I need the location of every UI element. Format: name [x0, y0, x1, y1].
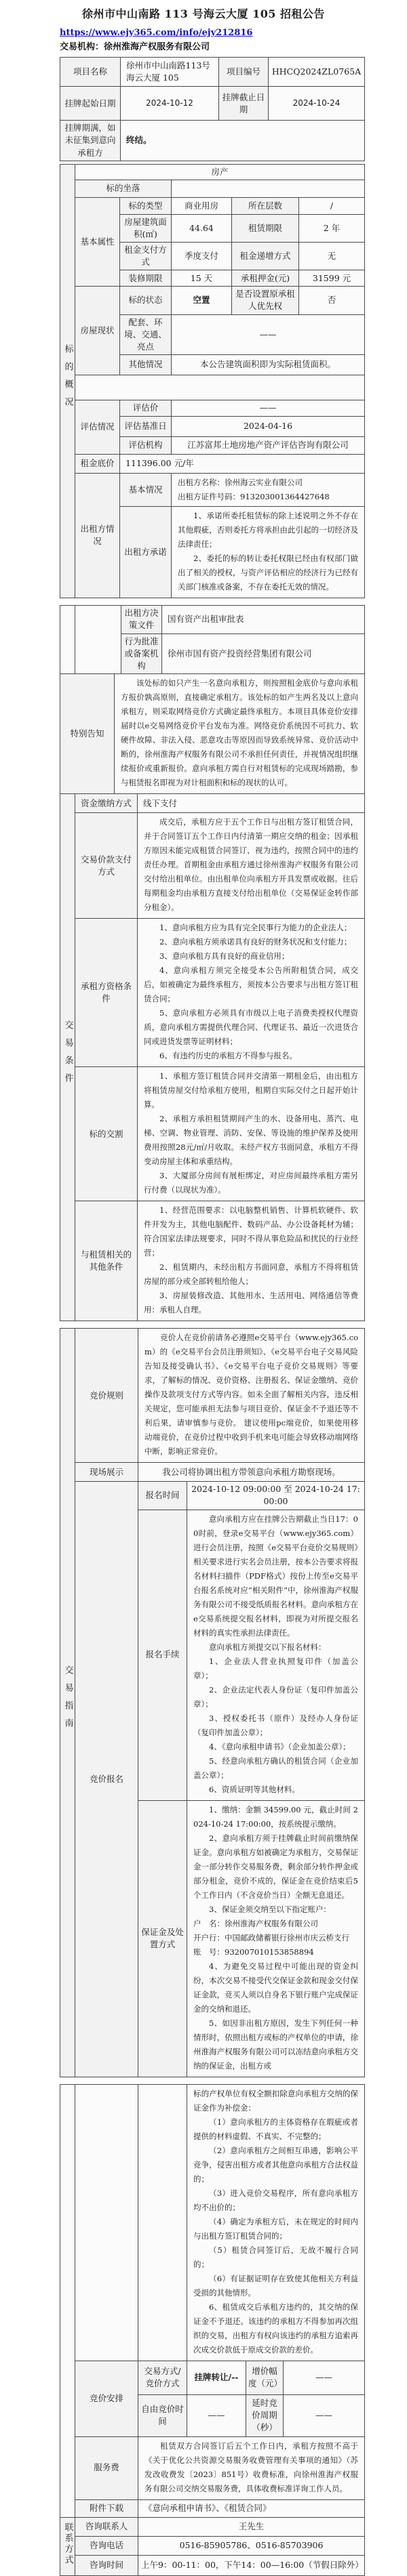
special-notice-value	[115, 674, 365, 794]
paragraph: 5、经意向承租方确认的租赁合同（企业加盖公章）；	[193, 1756, 358, 1780]
state-value: 空置	[172, 287, 232, 314]
eval-date-label: 评估基准日	[120, 416, 172, 436]
service-fee-label: 服务费	[75, 2436, 138, 2499]
approve-org-value: 徐州市国有资产投资经营集团有限公司	[162, 633, 365, 673]
spacer-cell	[75, 375, 365, 400]
env-label: 配套、环境、交通、亮点	[120, 314, 172, 354]
increment-value: ——	[284, 2361, 365, 2394]
state-label: 标的状态	[120, 287, 172, 314]
table-row	[60, 794, 365, 813]
paragraph: （2）意向承租方之间相互串通，影响公平竞争，侵害出租方或者其他意向承租方合法权益的；	[193, 2145, 359, 2184]
table-row	[60, 674, 365, 794]
paragraph: （4）确定为承租方后，未在规定的时间内与出租方签订租赁合同的；	[193, 2216, 359, 2241]
procedure-label: 报名手续	[138, 1510, 187, 1800]
approve-org-label: 行为批准或备案机构	[121, 633, 162, 673]
paragraph: （3）进入竞价交易程序，所有意向承租方均不出价的；	[193, 2188, 359, 2212]
table-row	[60, 197, 365, 214]
floor-price-label: 租金底价	[75, 454, 120, 473]
section-label-subject	[60, 164, 75, 598]
subject-overview-table	[60, 164, 365, 598]
service-fee-value	[138, 2436, 365, 2499]
deposit-value-part1	[187, 1800, 365, 2077]
paragraph: （1）意向承租方的主体资格存在瑕疵或者提供的材料虚假、不真实、不完整的；	[193, 2117, 359, 2141]
paragraph: 2、企业法定代表人身份证（复印件加盖公章）；	[193, 1684, 358, 1709]
deposit-bank: 开户行：中国邮政储蓄银行徐州市庆云桥支行	[193, 1932, 349, 1943]
floor-price-value: 111396.00 元/年	[120, 454, 365, 473]
special-notice-label: 特别告知	[60, 674, 115, 794]
free-bid-value: ——	[187, 2394, 246, 2436]
table-row	[60, 375, 365, 400]
section-label-contact	[60, 2517, 75, 2575]
list-end-value: 2024-10-24	[269, 87, 365, 121]
section-label-text: 交易条件	[62, 1020, 73, 1092]
doc-link-line	[60, 28, 407, 38]
empty-cell	[138, 2084, 187, 2361]
category-header: 房产	[75, 164, 365, 180]
table-row	[60, 2499, 365, 2517]
table-row	[60, 2361, 365, 2394]
basic-row-value: 44.64	[172, 214, 232, 242]
site-show-label: 现场展示	[75, 1463, 138, 1482]
eval-price-label: 评估价	[120, 400, 172, 416]
table-row	[60, 1463, 365, 1482]
arrange-group-label: 竞价安排	[75, 2361, 138, 2436]
payment-method-label: 交易价款支付方式	[75, 813, 138, 919]
status-group-label: 房屋现状	[75, 287, 120, 375]
paragraph: 该处标的如只产生一名意向承租方，则按照租金底价与意向承租方报价孰高原则，直接确定承租方。该处标的如产生两名及以上意向承租方，则采取网络竞价方式确定最终承租方。本项目具体竞价安排届时以e交易网络竞价平台发布为准。网络竞价系统因不可抗力、软硬件故障、非法入侵、恶意攻击等原因而导致系统异常、竞价活动中断的，徐州淮海产权服务有限公司不承担任何责任，并视情况组织继续报价或重新报价。意向承租方需自行对租赁标的完成现场踏勘，参与租赁报名即视为对计租面积和标的现状的认可。	[121, 678, 359, 788]
env-value: ——	[172, 314, 365, 354]
section-label-text: 交易指南	[62, 1665, 73, 1737]
priority-value: 否	[299, 287, 365, 314]
site-show-value: 我公司将协调出租方带领意向承租方勘察现场。	[138, 1463, 365, 1482]
page-title: 徐州市中山南路 113 号海云大厦 105 招租公告	[81, 7, 326, 20]
lessor-basic-label: 基本情况	[120, 473, 172, 506]
contact-person-value: 王先生	[138, 2517, 365, 2536]
paragraph: 1、承诺所委托租赁标的除上述说明之外不存在其他瑕疵，否则委托方将承担由此引起的一切经济及法律责任；	[178, 510, 359, 549]
guide-table	[60, 1328, 365, 2077]
basic-row-label: 租金递增方式	[232, 243, 299, 270]
basic-row-label: 租赁期限	[232, 214, 299, 242]
lessor-commit-label: 出租方承诺	[120, 506, 172, 598]
list-start-value: 2024-10-12	[121, 87, 219, 121]
signup-time-label: 报名时间	[138, 1482, 187, 1510]
basic-row-label: 标的类型	[120, 197, 172, 214]
basic-row-label: 房屋建筑面积(㎡)	[120, 214, 172, 242]
project-name-value: 徐州市中山南路113号海云大厦 105	[121, 58, 219, 87]
qualification-label: 承租方资格条件	[75, 919, 138, 1067]
paragraph: 2、意向承租方须于挂牌截止时间前缴纳保证金。意向承租方如被确定为承租方，交易保证金一部分转作交易服务费，剩余部分转作押金或部分租金，竞价不成的，保证金在竞价结束后5个工作日内（不含竞价当日）全额无息退还。	[193, 1833, 358, 1900]
paragraph: 2、租赁期内，未经出租方书面同意，承租方不得将租赁房屋的部分或全部转租给他人；	[144, 1262, 359, 1287]
table-row	[60, 164, 365, 180]
paragraph: 5、意向承租方必须具有市级以上电子消费类授权代理资质，意向承租方需提供代理合同、代理证书、最近一次进货合同或进货发票等证明材料；	[144, 1008, 359, 1047]
basic-row-label: 所在层数	[232, 197, 299, 214]
contact-phone-value: 0516-85905786、0516-85703906	[138, 2536, 365, 2555]
project-code-value: HHCQ2024ZL0765A	[269, 58, 365, 87]
paragraph: 4、为避免交易过程中可能出现的资金纠纷，本次交易不接受代交保证金款和现金交付保证金款，竞买人须以自身名下银行账户完成保证金的交纳和退还。	[193, 1961, 358, 2014]
paragraph: 1、缴纳：金额 34599.00 元，截止时间 2024-10-24 17:00:00，按系统提示缴纳。	[193, 1804, 358, 1829]
eval-price-value: ——	[172, 400, 365, 416]
table-row	[60, 400, 365, 416]
other-conditions-value	[138, 1201, 365, 1321]
paragraph: 成交后，承租方应于五个工作日与出租方签订租赁合同，并于合同签订五个工作日内付清第一期应交纳的租金；因承租方原因未能完成租赁合同签订，视为违约，按照合同中的违约责任办理。首期租金由承租方通过徐州淮海产权服务有限公司交付给出租单位。由出租单位向承租方开具发票或收据。往后每期租金均由承租方直接支付给出租单位（交易保证金转作部分租金）。	[144, 817, 359, 913]
free-bid-label: 自由竞价时间	[138, 2394, 187, 2436]
paragraph: （6）有证据证明存在致使其他相关方利益受损的其他情形。	[193, 2273, 359, 2298]
list-start-label: 挂牌起始日期	[60, 87, 121, 121]
increment-label: 增价幅度（元）	[246, 2361, 284, 2394]
project-code-label: 项目编号	[219, 58, 269, 87]
table-row	[60, 2084, 365, 2361]
table-row	[60, 605, 365, 633]
trade-mode-label: 交易方式/竞价方式	[138, 2361, 187, 2394]
list-end-label: 挂牌截止日期	[219, 87, 269, 121]
contact-time-value: 上午9：00-11：00，下午14：00—16:00（节假日除外）	[138, 2555, 365, 2575]
paragraph: 1、经营范围要求：以电脑整机销售、计算机软硬件、软件开发为主，其他电脑配件、数码产品、办公设备耗材为辅；符合国家法律法规要求，同时不得从事危险品和扰民的行业经营；	[144, 1205, 359, 1258]
lessor-id-line: 出租方证件号码：913203001364427648	[178, 491, 330, 501]
project-name-label: 项目名称	[60, 58, 121, 87]
priority-label: 是否设置原承租人优先权	[232, 287, 299, 314]
paragraph: 1、企业法人营业执照复印件（加盖公章）；	[193, 1656, 358, 1680]
lessor-basic-value	[172, 473, 365, 506]
empty-cell	[75, 2084, 138, 2361]
announcement-link[interactable]: https://www.ejy365.com/info/ejy212816	[60, 28, 253, 38]
paragraph: 2、委托的标的转让委托权限已经由有权部门做出了相关的授权，与资产评估相应的经济行为已经有关部门核准或备案，不存在委托无效的情况。	[178, 553, 359, 591]
table-row	[60, 813, 365, 919]
other-value: 本公告建筑面积即为实际租赁面积。	[172, 354, 365, 375]
table-row	[60, 1329, 365, 1463]
paragraph: 4、《意向承租申请书》（企业加盖公章）；	[209, 1741, 351, 1751]
paragraph: 意向承租方应在挂牌公告期截止当日17：00时前，登录e交易平台（www.ejy365.com）进行会员注册，按照《e交易平台竞价交易规则》相关要求进行实名会员注册，按本公告要求将报名材料扫描件（PDF格式）按份上传至e交易平台报名系统对应“相关附件”中，徐州淮海产权服务有限公司不接受纸质报名材料。意向承租方在e交易系统提交报名材料，即视为对所提交报名材料的真实性承担法律责任。	[193, 1514, 358, 1638]
delay-cycle-label: 延时竞价周期（秒）	[246, 2394, 284, 2436]
lessor-commit-value	[172, 506, 365, 598]
other-conditions-label: 与租赁相关的其他条件	[75, 1201, 138, 1321]
contact-time-label: 咨询时间	[75, 2555, 138, 2575]
contact-phone-label: 咨询电话	[75, 2536, 138, 2555]
fund-method-label: 资金缴纳方式	[75, 794, 138, 813]
paragraph: 3、房屋装修改造、其他用水、生活用电、网络通信等费用：承租人自理。	[144, 1291, 359, 1315]
conditions-table	[60, 605, 365, 1321]
table-row	[60, 1067, 365, 1201]
paragraph: 6、资质证明等其他材料。	[209, 1784, 300, 1794]
paragraph: 3、授权委托书（原件）及经办人身份证（复印件加盖公章）；	[193, 1713, 358, 1737]
delay-cycle-value: ——	[284, 2394, 365, 2436]
deposit-account-no: 账 号：932007010153858894	[193, 1947, 314, 1957]
section-label-text: 联系方式	[62, 2522, 73, 2567]
lessor-group-label: 出租方情况	[75, 473, 120, 598]
table-row	[60, 919, 365, 1067]
table-row	[60, 2536, 365, 2555]
table-row	[60, 87, 365, 121]
table-row	[60, 473, 365, 506]
basic-group-label: 基本属性	[75, 197, 120, 287]
table-row	[60, 2555, 365, 2575]
section-label-conditions	[60, 794, 75, 1321]
empty-cell	[75, 605, 121, 673]
paragraph: 5、如因非出租方原因，发生下列任何一种情形时，依照出租方或标的产权单位的申请，徐州淮海产权服务有限公司可以冻结意向承租方交纳的保证金，出租方或	[193, 2018, 358, 2071]
paragraph: 1、承租方签订租赁合同并交清第一期租金后，由出租方将租赁房屋交付给承租方使用，租期自实际交付之日起开始计算。	[144, 1071, 359, 1110]
paragraph: 6、有违约历史的承租方不得参与报名。	[159, 1051, 297, 1061]
attachment-value: 《意向承租申请书》、《租赁合同》	[138, 2499, 365, 2517]
trade-mode-value: 挂牌转让/--	[187, 2361, 246, 2394]
paragraph: 竞价人在竞价前请务必遵照e交易平台（www.ejy365.com）的《e交易平台会员注册须知》、《e交易平台电子交易风险告知及接受确认书》、《e交易平台电子竞价交易规则》等要求，了解标的情况、竞价资格、注册报名、保证金缴纳、竞价操作及款项支付方式等内容。如未全面了解相关内容，违反相关规定，您可能承担无法参与项目竞价、保证金不予退还等不利后果，请审慎参与竞价。 建议使用pc端竞价，如果使用移动端竞价，在竞价过程中收到手机来电可能会导致移动端网络中断，影响正常竞价。	[144, 1333, 358, 1457]
attachment-label: 附件下载	[75, 2499, 138, 2517]
table-row	[60, 58, 365, 87]
table-row	[60, 2517, 365, 2536]
table-row	[60, 287, 365, 314]
paragraph: 3、意向承租方具有良好的商业信用；	[159, 951, 290, 961]
delivery-label: 标的交割	[75, 1067, 138, 1201]
eval-group-label: 评估情况	[75, 400, 120, 454]
section-label-guide	[60, 1329, 75, 2077]
section-label-text: 标的概况	[62, 344, 73, 415]
deposit-value-part2	[187, 2084, 365, 2361]
deposit-account-name: 户 名：徐州淮海产权服务有限公司	[193, 1918, 318, 1928]
delivery-value	[138, 1067, 365, 1201]
expire-value: 终结。	[121, 121, 365, 161]
paragraph: 2、意向承租方须承诺具有良好的财务状况和支付能力；	[159, 937, 352, 947]
signup-time-value: 2024-10-12 09:00:00 至 2024-10-24 17:00:00	[187, 1482, 365, 1510]
table-row	[60, 121, 365, 161]
guide-table-continued	[60, 2084, 365, 2576]
signup-group-label: 竞价报名	[75, 1482, 138, 2077]
eval-org-label: 评估机构	[120, 436, 172, 454]
basic-row-value: 31599 元	[299, 270, 365, 287]
basic-row-value: 商业用房	[172, 197, 232, 214]
lessor-name-line: 出租方名称：徐州海云实业有限公司	[178, 477, 303, 487]
paragraph: 租赁双方合同签订后五个工作日内，承租方按照不高于《关于优化公共资源交易服务收费管理有关事项的通知》（苏发改收费发〔2023〕851号）收费标准，向徐州淮海产权服务有限公司交纳交易服务费，具体收费标准详询工作人员。	[144, 2440, 359, 2493]
eval-org-value: 江苏富邦土地房地产资产评估咨询有限公司	[172, 436, 365, 454]
basic-row-value: 无	[299, 243, 365, 270]
basic-row-value: 2 年	[299, 214, 365, 242]
basic-row-label: 装修期限	[120, 270, 172, 287]
bid-rules-label: 竞价规则	[75, 1329, 138, 1463]
procedure-value	[187, 1510, 365, 1800]
basic-row-value: 季度支付	[172, 243, 232, 270]
decision-doc-value: 国有资产出租审批表	[162, 605, 365, 633]
basic-row-value: /	[299, 197, 365, 214]
agency-line: 交易机构：徐州淮海产权服务有限公司	[60, 42, 210, 52]
paragraph: 2、承租方承担租赁期间产生的水、设备用电、蒸汽、电梯、空调、物业管理、消防、安保、等设施的维护保养及使用费用按照28元/㎡/月收取。未经产权方书面同意，承租方不得变动房屋主体和承重结构。	[144, 1114, 359, 1167]
decision-doc-label: 出租方决策文件	[121, 605, 162, 633]
table-row	[60, 1201, 365, 1321]
section-continuation-cell	[60, 605, 75, 673]
table-row	[60, 454, 365, 473]
qualification-value	[138, 919, 365, 1067]
paragraph: （5）租赁合同签订后，无故不履行合同的；	[193, 2245, 359, 2269]
paragraph: 6、租赁成交后承租方违约的，其交纳的保证金不予退还。该违约的承租方不得参加再次组织的交易，出租方有权向该违约的承租方追索再次成交价款低于原成交价款的差价。	[193, 2302, 359, 2354]
project-info-table	[60, 57, 365, 161]
basic-row-label: 承租押金(元)	[232, 270, 299, 287]
location-value	[172, 180, 365, 197]
basic-row-label: 租金支付方式	[120, 243, 172, 270]
table-row	[60, 180, 365, 197]
deposit-label: 保证金及处置方式	[138, 1800, 187, 2077]
table-row	[60, 1482, 365, 1510]
paragraph: 1、意向承租方应为具有完全民事行为能力的企业法人；	[159, 923, 352, 933]
paragraph: 标的产权单位有权全额扣除意向承租方交纳的保证金作为补偿金：	[193, 2088, 359, 2113]
bid-rules-value	[138, 1329, 365, 1463]
paragraph: 4、意向承租方须完全接受本公告所附租赁合同，成交后，如被确定为最终承租方，须按本公告要求与出租方签订租赁合同；	[144, 965, 359, 1004]
paragraph: 3、大厦部分房间有展柜绑定，对应房间最终承租方需另行付费（以现状为准）。	[144, 1171, 359, 1195]
fund-method-value: 线下支付	[138, 794, 365, 813]
other-label: 其他情况	[120, 354, 172, 375]
table-row	[60, 2436, 365, 2499]
paragraph: 3、保证金须交纳至以下指定账户：	[209, 1904, 331, 1914]
eval-date-value: 2024-04-16	[172, 416, 365, 436]
basic-row-value: 15 天	[172, 270, 232, 287]
location-label: 标的坐落	[75, 180, 172, 197]
contact-person-label: 咨询联系人	[75, 2517, 138, 2536]
section-continuation-cell	[60, 2084, 75, 2517]
payment-method-value	[138, 813, 365, 919]
paragraph: 意向承租方须提交以下报名材料：	[209, 1642, 326, 1652]
expire-label: 挂牌期满，如未征集到意向承租方	[60, 121, 121, 161]
